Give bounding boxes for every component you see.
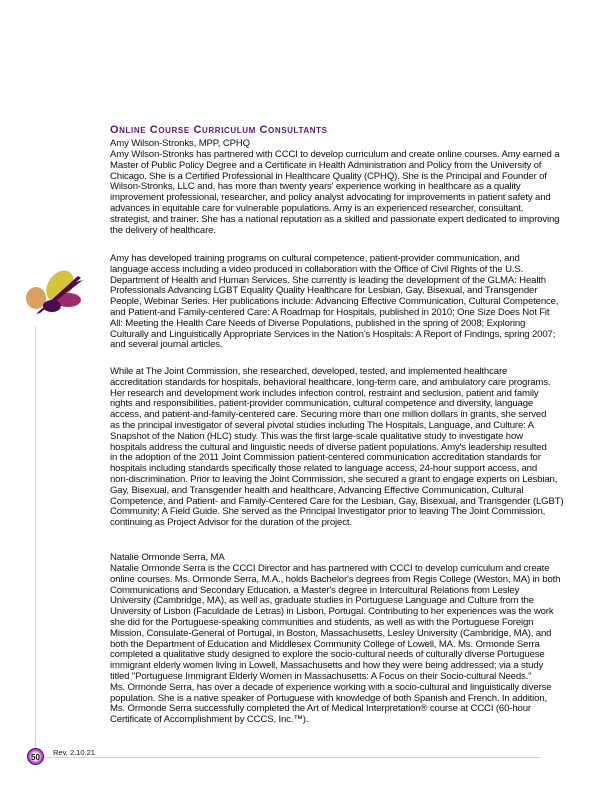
text-line: Her research and development work includes infection control, restraint and seclusion, patient and family [110, 387, 539, 399]
text-line: All: Meeting the Health Care Needs of Diverse Populations, published in the spring of 2008; Exploring [110, 317, 526, 329]
text-line: improvement professional, researcher, and policy analyst advocating for improvements in patient safety and [110, 192, 551, 204]
text-line: as the principal investigator of several pivotal studies including The Hospitals, Language, and Culture: A [110, 419, 534, 431]
consultant-name: Amy Wilson-Stronks, MPP, CPHQ [110, 138, 250, 149]
text-line: While at The Joint Commission, she researched, developed, tested, and implemented healthcare [110, 366, 508, 377]
butterfly-logo-icon [26, 268, 86, 318]
text-line: population. She is a native speaker of Portuguese with knowledge of both Spanish and French. In addition, [110, 692, 548, 704]
text-line: she did for the Portuguese-speaking communities and students, as well as with the Portuguese Foreign [110, 616, 534, 628]
bio-paragraph [110, 564, 560, 726]
text-line: advances in equitable care for vulnerable populations. Amy is an experienced researcher, consultant, [110, 202, 524, 214]
text-line: Mission, Consulate-General of Portugal, in Boston, Massachusetts, Lesley University (Cambridge, MA), and [110, 627, 552, 639]
text-line: strategist, and trainer. She has a national reputation as a skilled and passionate expert dedicated to improving [110, 213, 560, 225]
text-line: and several journal articles. [110, 339, 223, 351]
revision-label: Rev. 2.10.21 [53, 748, 95, 757]
text-line: titled "Portuguese Immigrant Elderly Women in Massachusetts: A Focus on their Socio-cultural Needs." [110, 670, 532, 682]
text-line: Certificate of Accomplishment by CCCS, Inc.™). [110, 714, 309, 726]
text-line: Chicago. She is a Certified Professional in Healthcare Quality (CPHQ). She is the Principal and Founder of [110, 170, 547, 182]
text-line: accreditation standards for hospitals, behavioral healthcare, long-term care, and ambulatory care programs. [110, 376, 551, 388]
text-line: non-discrimination. Prior to leaving the Joint Commission, she secured a grant to engage experts on Lesbian, [110, 473, 558, 485]
text-line: Culturally and Linguistically Appropriate Services in the Nation's Hospitals: A Report of Findings, spring 2007; [110, 328, 556, 340]
text-line: Department of Health and Human Services. She currently is leading the development of the GLMA: Health [110, 274, 546, 286]
bio-paragraph [110, 367, 564, 529]
margin-rule [35, 326, 36, 757]
text-line: online courses. Ms. Ormonde Serra, M.A., holds Bachelor's degrees from Regis College (Weston, MA) in both [110, 573, 561, 585]
consultant-name: Natalie Ormonde Serra, MA [110, 552, 225, 563]
text-line: rights and responsibilities, patient-provider communication, cultural competence and diversity, language [110, 398, 534, 410]
text-line: Communications and Secondary Education, a Master's degree in Intercultural Relations from Lesley [110, 584, 520, 596]
text-line: Community: A Field Guide. She served as the Principal Investigator prior to leaving The Joint Commission, [110, 506, 546, 518]
text-line: Ms. Ormonde Serra, has over a decade of experience working with a socio-cultural and linguistically diverse [110, 681, 552, 693]
bio-paragraph [110, 254, 558, 351]
footer-rule [36, 757, 540, 758]
page-number-badge: 50 [27, 748, 44, 765]
text-line: completed a qualitative study designed to explore the socio-cultural needs of culturally diverse Portuguese [110, 649, 545, 661]
text-line: the delivery of healthcare. [110, 224, 216, 236]
text-line: and Patient-and Family-centered Care: A Roadmap for Hospitals, published in 2010; One Size Does Not Fit [110, 306, 550, 318]
text-line: access, and patient-and-family-centered care. Securing more than one million dollars in grants, she served [110, 409, 547, 421]
text-line: immigrant elderly women living in Lowell, Massachusetts and how they were being addressed; via a study [110, 660, 544, 672]
text-line: People, Webinar Series. Her publications include: Advancing Effective Communication, Cultural Competence, [110, 296, 559, 308]
text-line: Gay, Bisexual, and Transgender health and healthcare, Advancing Effective Communication, Cultural [110, 484, 524, 496]
text-line: Amy has developed training programs on cultural competence, patient-provider communication, and [110, 253, 520, 264]
text-line: Competence, and Patient- and Family-Centered Care for the Lesbian, Gay, Bisexual, and Transgender (LGBT) [110, 495, 564, 507]
text-line: language access including a video produced in collaboration with the Office of Civil Rights of the U.S. [110, 263, 524, 275]
text-line: continuing as Project Advisor for the duration of the project. [110, 517, 352, 529]
text-line: Professionals Advancing LGBT Equality Quality Healthcare for Lesbian, Gay, Bisexual, and Transgender [110, 285, 538, 297]
text-line: in the adoption of the 2011 Joint Commission patient-centered communication accreditation standards for [110, 452, 541, 464]
text-line: hospitals address the cultural and linguistic needs of diverse patient populations. Amy's leadership resulted [110, 441, 547, 453]
text-line: University (Cambridge, MA), as well as, graduate studies in Portuguese Language and Culture from the [110, 595, 534, 607]
text-line: hospitals including standards specifically those related to language access, 24-hour support access, and [110, 463, 538, 475]
text-line: Amy Wilson-Stronks has partnered with CCCI to develop curriculum and create online courses. Amy earned a [110, 149, 560, 160]
text-line: Snapshot of the Nation (HLC) study. This was the first large-scale qualitative study to investigate how [110, 430, 523, 442]
text-line: University of Lisbon (Faculdade de Letras) in Lisbon, Portugal. Contributing to her experiences was the work [110, 606, 554, 618]
text-line: Master of Public Policy Degree and a Certificate in Health Administration and Policy from the University of [110, 159, 542, 171]
bio-paragraph [110, 150, 559, 236]
text-line: Natalie Ormonde Serra is the CCCI Director and has partnered with CCCI to develop curriculum and create [110, 563, 550, 574]
text-line: Wilson-Stronks, LLC and, has more than twenty years' experience working in healthcare as a quality [110, 181, 521, 193]
text-line: both the Department of Education and Middlesex Community College of Lowell, MA. Ms. Ormonde Serra [110, 638, 540, 650]
section-heading: Online Course Curriculum Consultants [110, 124, 328, 136]
text-line: Ms. Ormonde Serra successfully completed the Art of Medical Interpretation® course at CCCI (60-hour [110, 703, 531, 715]
